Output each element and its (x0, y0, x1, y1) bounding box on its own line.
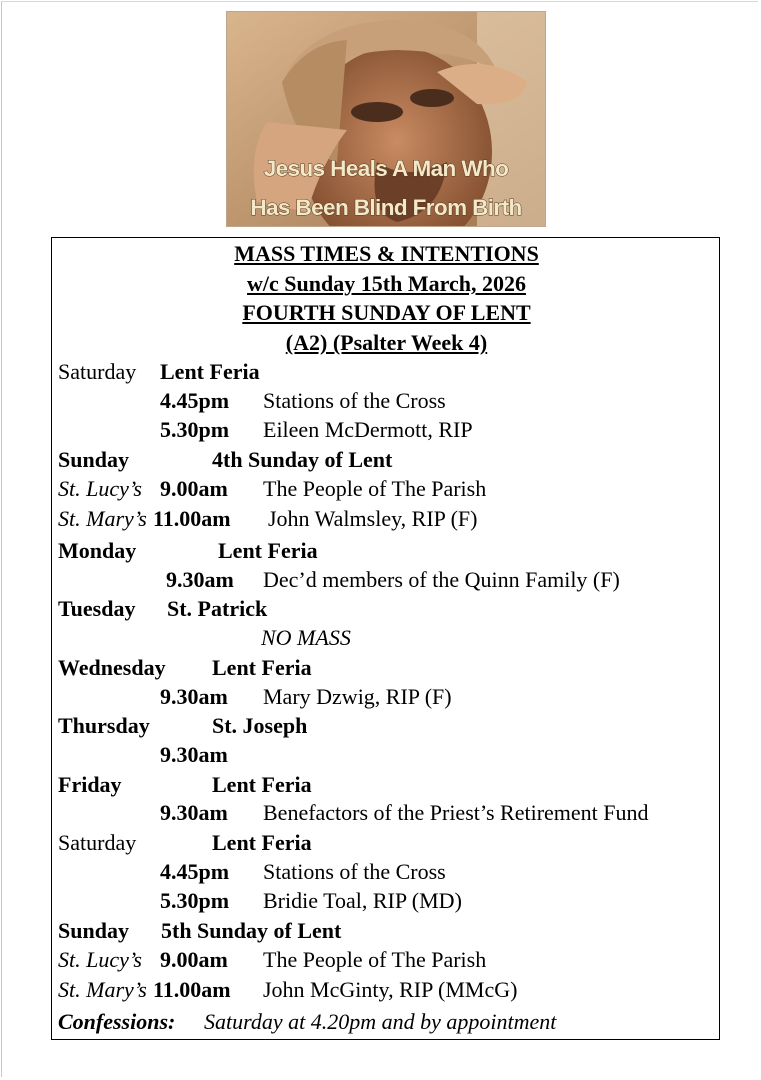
day-label: Friday (58, 772, 122, 797)
mass-time: 9.30am (160, 742, 228, 767)
church-name: St. Mary’s (58, 977, 147, 1002)
mass-time: 9.30am (166, 567, 234, 592)
day-label: Sunday (58, 918, 129, 943)
liturgical-cycle: (A2) (Psalter Week 4) (285, 330, 488, 355)
feast-label: Lent Feria (218, 538, 318, 563)
feast-label: 5th Sunday of Lent (161, 918, 342, 943)
mass-time: 11.00am (153, 977, 231, 1002)
day-label: Sunday (58, 447, 129, 472)
mass-times-box (51, 237, 720, 1040)
day-label: Thursday (58, 713, 150, 738)
mass-intention: Bridie Toal, RIP (MD) (263, 888, 462, 913)
day-label: Wednesday (58, 655, 166, 680)
day-label: Saturday (58, 830, 137, 855)
church-name: St. Lucy’s (58, 947, 142, 972)
illustration-caption-line1: Jesus Heals A Man Who (263, 156, 509, 181)
mass-time: 9.00am (160, 947, 228, 972)
feast-label: St. Joseph (212, 713, 308, 738)
mass-intention: Stations of the Cross (263, 388, 446, 413)
feast-label: St. Patrick (167, 596, 268, 621)
notice-title: MASS TIMES & INTENTIONS (234, 241, 539, 266)
church-name: St. Lucy’s (58, 476, 142, 501)
feast-label: Lent Feria (212, 772, 312, 797)
mass-time: 4.45pm (160, 859, 230, 884)
day-label: Monday (58, 538, 137, 563)
day-label: Tuesday (58, 596, 136, 621)
feast-label: Lent Feria (160, 359, 260, 384)
mass-time: 11.00am (153, 506, 231, 531)
mass-intention: Stations of the Cross (263, 859, 446, 884)
week-commencing: w/c Sunday 15th March, 2026 (247, 271, 526, 296)
mass-intention: Dec’d members of the Quinn Family (F) (263, 567, 620, 592)
mass-intention: John McGinty, RIP (MMcG) (263, 977, 518, 1002)
church-name: St. Mary’s (58, 506, 147, 531)
confessions-text: Saturday at 4.20pm and by appointment (204, 1009, 557, 1034)
mass-intention: Mary Dzwig, RIP (F) (263, 684, 452, 709)
feast-label: 4th Sunday of Lent (212, 447, 393, 472)
illustration-caption-line2: Has Been Blind From Birth (250, 195, 522, 220)
gospel-illustration (226, 11, 546, 227)
mass-intention: John Walmsley, RIP (F) (268, 506, 478, 531)
mass-time: 5.30pm (160, 888, 230, 913)
mass-time: 9.00am (160, 476, 228, 501)
confessions-label: Confessions: (58, 1009, 176, 1034)
feast-label: Lent Feria (212, 830, 312, 855)
mass-time: 9.30am (160, 684, 228, 709)
mass-intention: The People of The Parish (263, 476, 487, 501)
no-mass-note: NO MASS (261, 625, 351, 650)
feast-label: Lent Feria (212, 655, 312, 680)
mass-intention: The People of The Parish (263, 947, 487, 972)
day-label: Saturday (58, 359, 137, 384)
mass-time: 9.30am (160, 800, 228, 825)
mass-intention: Eileen McDermott, RIP (263, 417, 473, 442)
mass-time: 5.30pm (160, 417, 230, 442)
liturgical-occasion: FOURTH SUNDAY OF LENT (242, 300, 531, 325)
mass-intention: Benefactors of the Priest’s Retirement Fund (263, 800, 649, 825)
mass-time: 4.45pm (160, 388, 230, 413)
